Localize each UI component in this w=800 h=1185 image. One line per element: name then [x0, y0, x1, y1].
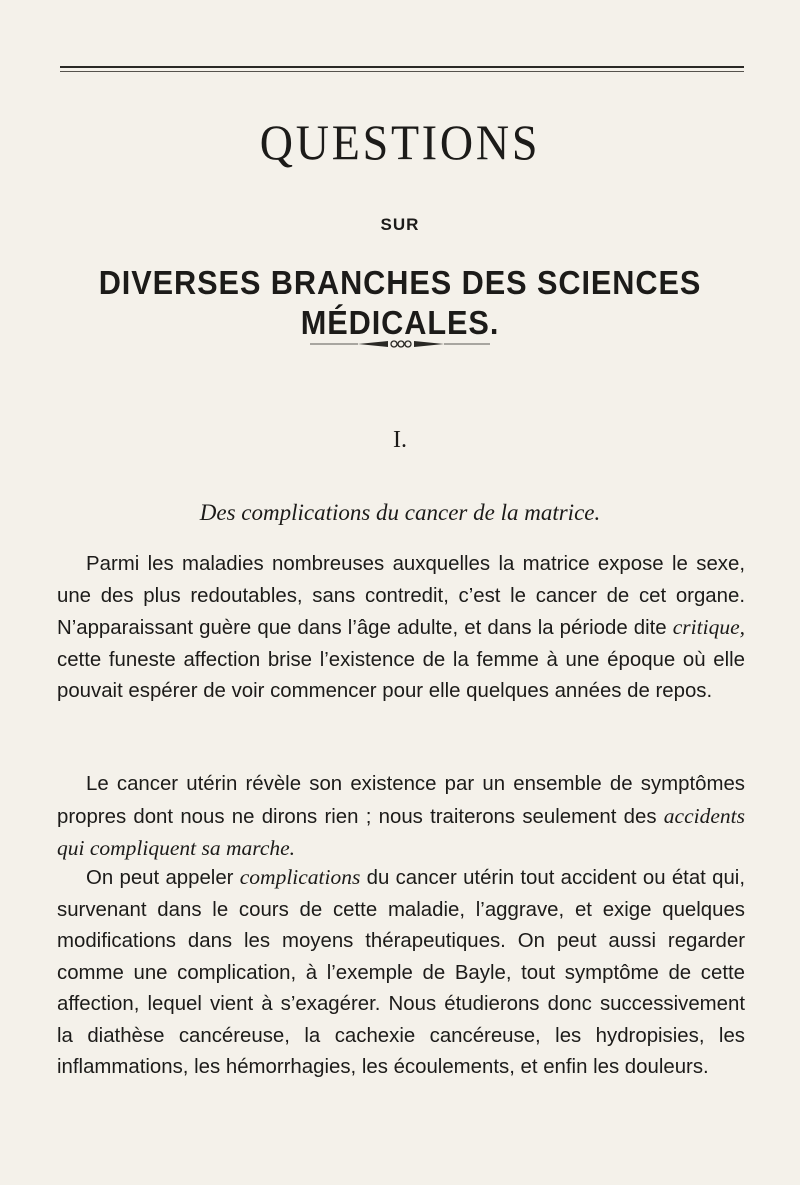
emphasis-text: complications: [239, 865, 361, 889]
page-title: QUESTIONS: [259, 114, 541, 170]
paragraph-1: [57, 549, 745, 708]
paragraph-3: [57, 862, 745, 1084]
page-subtitle: DIVERSES BRANCHES DES SCIENCES MÉDICALES.: [98, 264, 702, 341]
top-border-rule: [60, 66, 744, 68]
paragraph-text: Parmi les maladies nombreuses auxquelles la matrice expose le sexe, une des plus redoutables, sans contredit, c’est le cancer de cet organe. N’apparaissant guère que dans l’âge adulte, et dans la période dite: [57, 553, 745, 639]
paragraph-2: [57, 769, 745, 866]
emphasis-text: critique,: [672, 615, 745, 639]
emphasis-text: accidents qui compliquent sa marche.: [57, 803, 745, 860]
section-number: I.: [393, 427, 407, 453]
section-title: Des complications du cancer de la matrice.: [199, 500, 601, 525]
paragraph-text: du cancer utérin tout accident ou état qui, survenant dans le cours de cette maladie, l’aggrave, et exige quelques modifications dans les moyens thérapeutiques. On peut aussi regarder comme une complication, à l’exemple de Bayle, tout symptôme de cette affection, lequel vient à s’exagérer. Nous étudierons donc successivement la diathèse cancéreuse, la cachexie cancéreuse, les hydropisies, les inflammations, les hémorrhagies, les écoulements, et enfin les douleurs.: [57, 867, 745, 1078]
title-connector: SUR: [380, 215, 420, 234]
paragraph-text: On peut appeler: [86, 867, 240, 889]
ornament-divider: [310, 338, 490, 350]
paragraph-text: cette funeste affection brise l’existence de la femme à une époque où elle pouvait espérer de voir commencer pour elle quelques années de repos.: [57, 648, 745, 702]
top-border-rule-thin: [60, 71, 744, 72]
paragraph-text: Le cancer utérin révèle son existence par un ensemble de symptômes propres dont nous ne dirons rien ; nous traiterons seulement des: [57, 773, 745, 828]
